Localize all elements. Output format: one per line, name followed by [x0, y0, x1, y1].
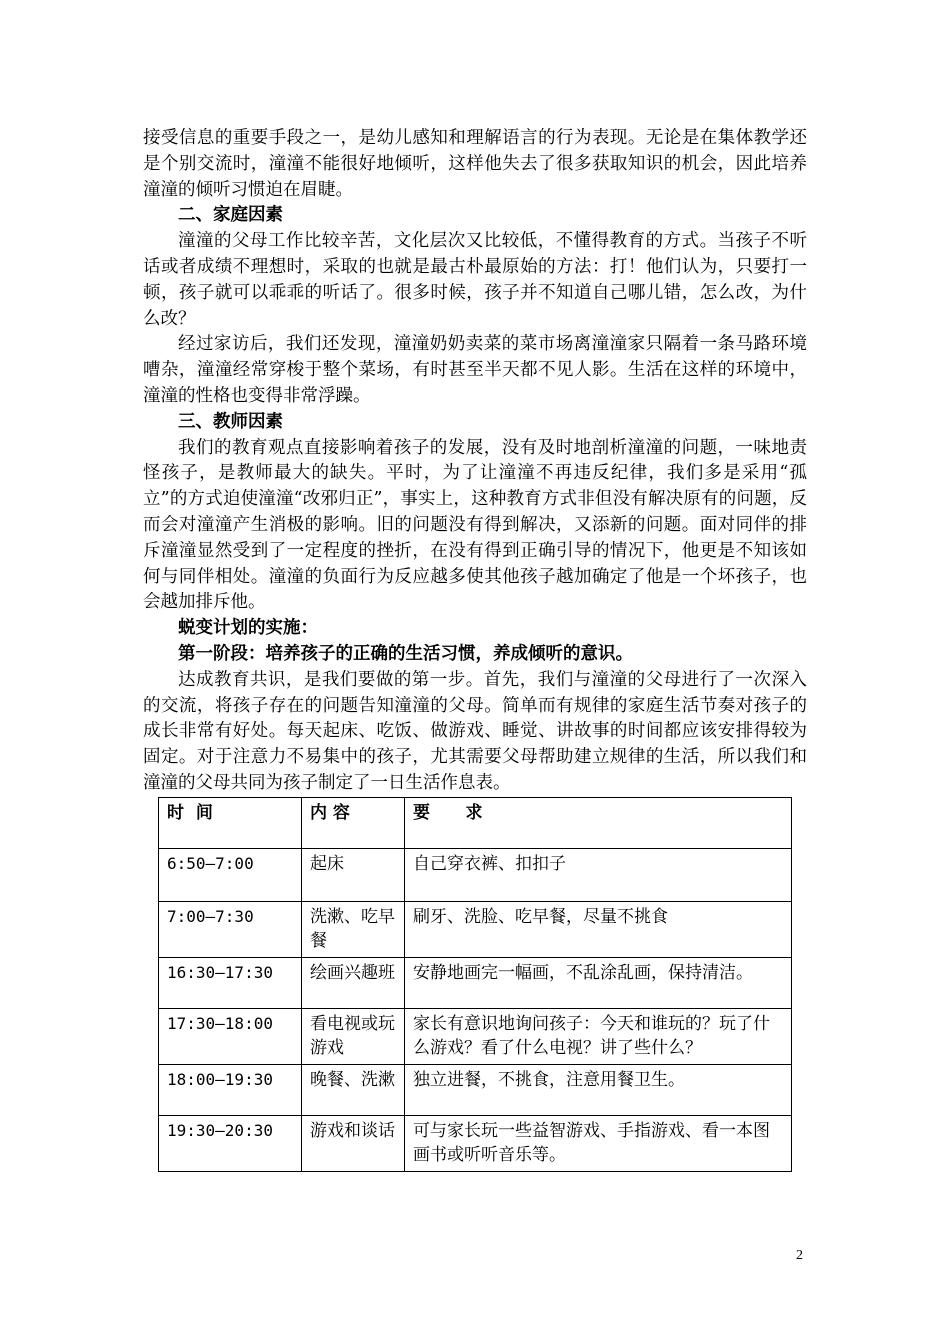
table-row — [159, 1009, 792, 1065]
cell-requirement: 刷牙、洗脸、吃早餐，尽量不挑食 — [405, 902, 792, 958]
page-number: 2 — [796, 1248, 803, 1263]
cell-time: 16:30—17:30 — [159, 958, 302, 1009]
cell-requirement: 独立进餐，不挑食，注意用餐卫生。 — [405, 1065, 792, 1116]
table-header-row — [159, 798, 792, 849]
cell-time: 19:30—20:30 — [159, 1116, 302, 1172]
cell-activity: 洗漱、吃早餐 — [302, 902, 405, 958]
daily-schedule-table — [158, 797, 792, 1172]
heading-plan: 蜕变计划的实施： — [178, 618, 318, 639]
cell-activity: 绘画兴趣班 — [302, 958, 405, 1009]
cell-requirement: 自己穿衣裤、扣扣子 — [405, 849, 792, 902]
cell-time: 18:00—19:30 — [159, 1065, 302, 1116]
cell-activity: 起床 — [302, 849, 405, 902]
header-time: 时 间 — [159, 798, 302, 849]
table-row — [159, 1116, 792, 1172]
paragraph-stage-one: 达成教育共识，是我们要做的第一步。首先，我们与潼潼的父母进行了一次深入的交流，将孩子存在的问题告知潼潼的父母。简单而有规律的家庭生活节奏对孩子的成长非常有好处。每天起床、吃饭、做游戏、睡觉、讲故事的时间都应该安排得较为固定。对于注意力不易集中的孩子，尤其需要父母帮助建立规律的生活，所以我们和潼潼的父母共同为孩子制定了一日生活作息表。 — [143, 669, 807, 793]
cell-requirement: 可与家长玩一些益智游戏、手指游戏、看一本图画书或听听音乐等。 — [405, 1116, 792, 1172]
table-row — [159, 958, 792, 1009]
heading-stage-one: 第一阶段：培养孩子的正确的生活习惯，养成倾听的意识。 — [178, 643, 633, 664]
cell-activity: 游戏和谈话 — [302, 1116, 405, 1172]
cell-requirement: 安静地画完一幅画，不乱涂乱画，保持清洁。 — [405, 958, 792, 1009]
cell-time: 7:00—7:30 — [159, 902, 302, 958]
header-content: 内 容 — [302, 798, 405, 849]
cell-time: 6:50—7:00 — [159, 849, 302, 902]
table-row — [159, 849, 792, 902]
paragraph-family-1: 潼潼的父母工作比较辛苦，文化层次又比较低，不懂得教育的方式。当孩子不听话或者成绩不理想时，采取的也就是最古朴最原始的方法：打！他们认为，只要打一顿，孩子就可以乖乖的听话了。很多时候，孩子并不知道自己哪儿错，怎么改，为什么改？ — [143, 231, 807, 329]
paragraph-teacher: 我们的教育观点直接影响着孩子的发展，没有及时地剖析潼潼的问题，一味地责怪孩子，是教师最大的缺失。平时，为了让潼潼不再违反纪律，我们多是采用“孤立”的方式迫使潼潼“改邪归正”，事实上，这种教育方式非但没有解决原有的问题，反而会对潼潼产生消极的影响。旧的问题没有得到解决，又添新的问题。面对同伴的排斥潼潼显然受到了一定程度的挫折，在没有得到正确引导的情况下，他更是不知该如何与同伴相处。潼潼的负面行为反应越多使其他孩子越加确定了他是一个坏孩子，也会越加排斥他。 — [143, 437, 807, 613]
cell-activity: 看电视或玩游戏 — [302, 1009, 405, 1065]
paragraph-intro: 接受信息的重要手段之一，是幼儿感知和理解语言的行为表现。无论是在集体教学还是个别交流时，潼潼不能很好地倾听，这样他失去了很多获取知识的机会，因此培养潼潼的倾听习惯迫在眉睫。 — [143, 128, 807, 200]
heading-teacher-factors: 三、教师因素 — [178, 411, 283, 432]
table-row — [159, 902, 792, 958]
header-requirement: 要 求 — [405, 798, 792, 849]
cell-activity: 晚餐、洗漱 — [302, 1065, 405, 1116]
paragraph-family-2: 经过家访后，我们还发现，潼潼奶奶卖菜的菜市场离潼潼家只隔着一条马路环境嘈杂，潼潼经常穿梭于整个菜场，有时甚至半天都不见人影。生活在这样的环境中，潼潼的性格也变得非常浮躁。 — [143, 334, 807, 406]
heading-family-factors: 二、家庭因素 — [178, 205, 283, 226]
cell-time: 17:30—18:00 — [159, 1009, 302, 1065]
cell-requirement: 家长有意识地询问孩子：今天和谁玩的？玩了什么游戏？看了什么电视？讲了些什么？ — [405, 1009, 792, 1065]
table-row — [159, 1065, 792, 1116]
body-text — [143, 126, 807, 797]
